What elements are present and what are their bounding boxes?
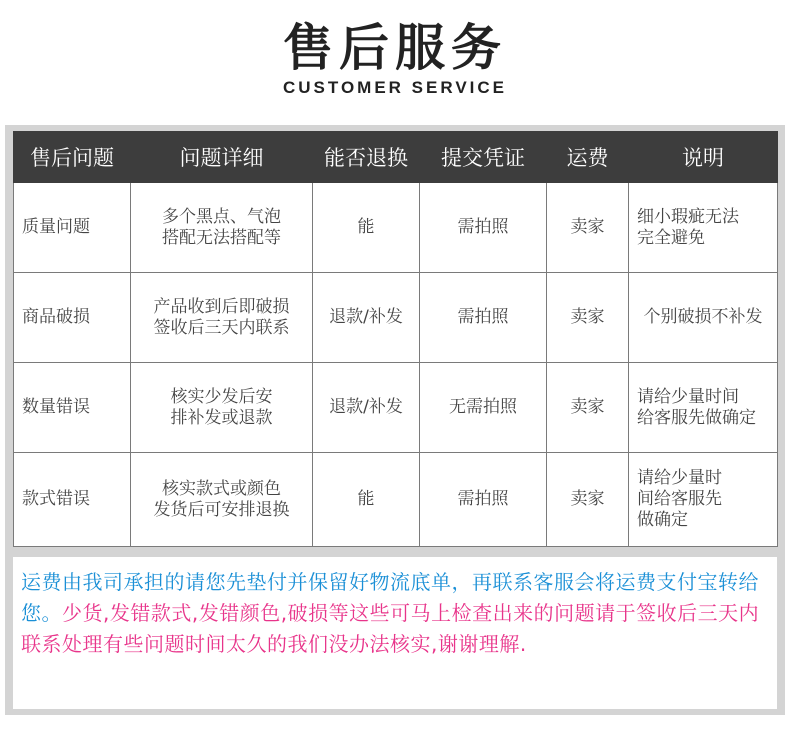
after-sales-table: [13, 131, 778, 547]
issue-cell: 商品破损: [14, 273, 131, 363]
detail-cell: 多个黑点、气泡 搭配无法搭配等: [131, 183, 313, 273]
note-cell: 细小瑕疵无法 完全避免: [629, 183, 778, 273]
detail-cell: 核实少发后安 排补发或退款: [131, 363, 313, 453]
proof-cell: 需拍照: [420, 183, 547, 273]
column-header: 提交凭证: [420, 132, 547, 183]
column-header: 运费: [547, 132, 629, 183]
detail-cell: 产品收到后即破损 签收后三天内联系: [131, 273, 313, 363]
column-header: 说明: [629, 132, 778, 183]
return-cell: 退款/补发: [313, 273, 420, 363]
column-header: 能否退换: [313, 132, 420, 183]
notes-shipping-text: 运费由我司承担的请您先垫付并保留好物流底单，再联系客服会将运费支付宝转给您。: [21, 570, 759, 625]
return-cell: 退款/补发: [313, 363, 420, 453]
return-cell: 能: [313, 183, 420, 273]
shipping-cell: 卖家: [547, 183, 629, 273]
table-header-row: [14, 132, 778, 183]
note-cell: 请给少量时 间给客服先 做确定: [629, 453, 778, 547]
shipping-cell: 卖家: [547, 453, 629, 547]
shipping-cell: 卖家: [547, 363, 629, 453]
service-notes: [13, 557, 777, 709]
table-row: [14, 453, 778, 547]
page-subtitle: CUSTOMER SERVICE: [282, 78, 508, 97]
return-cell: 能: [313, 453, 420, 547]
issue-cell: 数量错误: [14, 363, 131, 453]
column-header: 问题详细: [131, 132, 313, 183]
table-row: [14, 183, 778, 273]
table-row: [14, 273, 778, 363]
issue-cell: 款式错误: [14, 453, 131, 547]
notes-claim-text: 少货,发错款式,发错颜色,破损等这些可马上检查出来的问题请于签收后三天内联系处理有些问题时间太久的我们没办法核实,谢谢理解.: [21, 601, 760, 656]
proof-cell: 无需拍照: [420, 363, 547, 453]
proof-cell: 需拍照: [420, 453, 547, 547]
issue-cell: 质量问题: [14, 183, 131, 273]
note-cell: 请给少量时间 给客服先做确定: [629, 363, 778, 453]
column-header: 售后问题: [14, 132, 131, 183]
note-cell: 个别破损不补发: [629, 273, 778, 363]
table-row: [14, 363, 778, 453]
proof-cell: 需拍照: [420, 273, 547, 363]
service-panel: [5, 125, 785, 715]
detail-cell: 核实款式或颜色 发货后可安排退换: [131, 453, 313, 547]
page-title: 售后服务: [283, 19, 507, 77]
shipping-cell: 卖家: [547, 273, 629, 363]
